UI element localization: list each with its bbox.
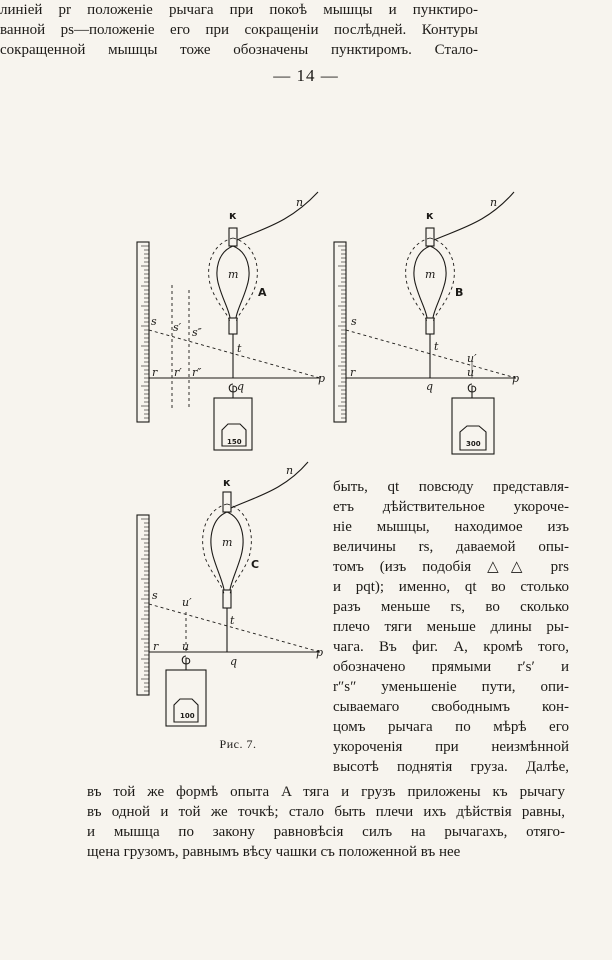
hook [229, 384, 237, 398]
weight-label: 100 [180, 712, 195, 720]
panel-b [334, 192, 519, 454]
label-t: t [230, 614, 235, 627]
text-line: быть, qt повсюду представля- [333, 479, 569, 495]
label-s1: s′ [173, 321, 182, 334]
label-s2: s″ [192, 326, 202, 339]
text-line: сокращенной мышцы тоже обозначены пунктиромъ. Стало- [0, 42, 478, 58]
hook [468, 384, 476, 398]
label-n: n [490, 196, 498, 209]
label-r1: r′ [174, 366, 182, 379]
label-q: q [230, 655, 238, 668]
label-k: к [223, 476, 231, 489]
text-line: и pqt); именно, qt во столько [333, 579, 569, 595]
text-line: разъ меньше rs, во сколько [333, 599, 569, 615]
weight-label: 300 [466, 440, 481, 448]
text-line: щена грузомъ, равнымъ вѣсу чашки съ положенной въ нее [87, 844, 461, 860]
muscle-tendon [223, 590, 231, 608]
label-n: n [286, 464, 294, 477]
thread [434, 192, 514, 240]
muscle-tendon [229, 318, 237, 334]
page-number: — 14 — [273, 66, 339, 85]
text-line: ніе мышцы, находимое изъ [333, 519, 569, 535]
muscle [414, 246, 446, 318]
label-s: s [351, 315, 357, 328]
thread [231, 462, 308, 508]
label-u: u [182, 640, 190, 653]
label-r: r [350, 366, 356, 379]
muscle-clamp [229, 228, 237, 246]
thread [237, 192, 318, 240]
text-line: етъ дѣйствительное укороче- [333, 499, 569, 515]
label-k: к [426, 209, 434, 222]
label-t: t [434, 340, 439, 353]
ruler-ticks [141, 246, 149, 418]
label-u: u [467, 366, 475, 379]
text-line: въ той же формѣ опыта A тяга и грузъ приложены къ рычагу [87, 784, 565, 800]
text-line: укороченія при неизмѣнной [333, 739, 569, 755]
label-r: r [153, 640, 159, 653]
label-n: n [296, 196, 304, 209]
text-line: высотѣ поднятія груза. Далѣе, [333, 759, 569, 775]
label-p: p [512, 372, 520, 385]
label-s: s [151, 315, 157, 328]
panel-letter: C [251, 558, 260, 571]
weight-label: 150 [227, 438, 242, 446]
text-line: линіей pr положеніе рычага при покоѣ мышцы и пунктиро- [0, 2, 478, 18]
muscle-tendon [426, 318, 434, 334]
panel-letter: B [455, 286, 464, 299]
ruler-ticks [141, 519, 149, 691]
text-line: величины rs, даваемой опы- [333, 539, 569, 555]
text-line: чага. Въ фиг. A, кромѣ того, [333, 639, 569, 655]
text-line: сываемаго свободнымъ кон- [333, 699, 569, 715]
label-s: s [152, 589, 158, 602]
muscle-clamp [223, 492, 231, 512]
panel-c [137, 462, 323, 726]
label-q: q [426, 380, 434, 393]
label-u1: u′ [467, 352, 477, 365]
text-line: и мышца по закону равновѣсія силъ на рычагахъ, отяго- [87, 824, 565, 840]
ruler [137, 515, 149, 695]
text-line: плечо тяги меньше длины ры- [333, 619, 569, 635]
ruler [334, 242, 346, 422]
muscle [211, 512, 243, 590]
label-u1: u′ [182, 596, 192, 609]
ruler [137, 242, 149, 422]
label-p: p [316, 646, 324, 659]
label-q: q [237, 380, 245, 393]
label-m: m [425, 268, 436, 281]
label-r2: r″ [192, 366, 202, 379]
panel-a [137, 192, 325, 450]
label-t: t [237, 342, 242, 355]
muscle-clamp [426, 228, 434, 246]
label-m: m [222, 536, 233, 549]
text-line: ванной ps—положеніе его при сокращеніи послѣдней. Контуры [0, 22, 478, 38]
lever-contracted [346, 330, 516, 378]
text-line: въ одной и той же точкѣ; стало быть плечи ихъ дѣйствія равны, [87, 804, 565, 820]
panel-letter: A [258, 286, 267, 299]
label-k: к [229, 209, 237, 222]
label-r: r [152, 366, 158, 379]
hook [182, 656, 190, 670]
label-p: p [318, 372, 326, 385]
label-m: m [228, 268, 239, 281]
text-line: томъ (изъ подобія △△ prs [333, 559, 569, 575]
figure-caption: Рис. 7. [219, 737, 257, 751]
ruler-ticks [338, 246, 346, 418]
text-line: r″s″ уменьшеніе пути, опи- [333, 679, 569, 695]
muscle [217, 246, 249, 318]
muscle-contracted-outline [203, 504, 252, 594]
text-line: обозначено прямыми r′s′ и [333, 659, 569, 675]
lever-contracted [149, 604, 320, 652]
text-line: цомъ рычага по мѣрѣ его [333, 719, 569, 735]
